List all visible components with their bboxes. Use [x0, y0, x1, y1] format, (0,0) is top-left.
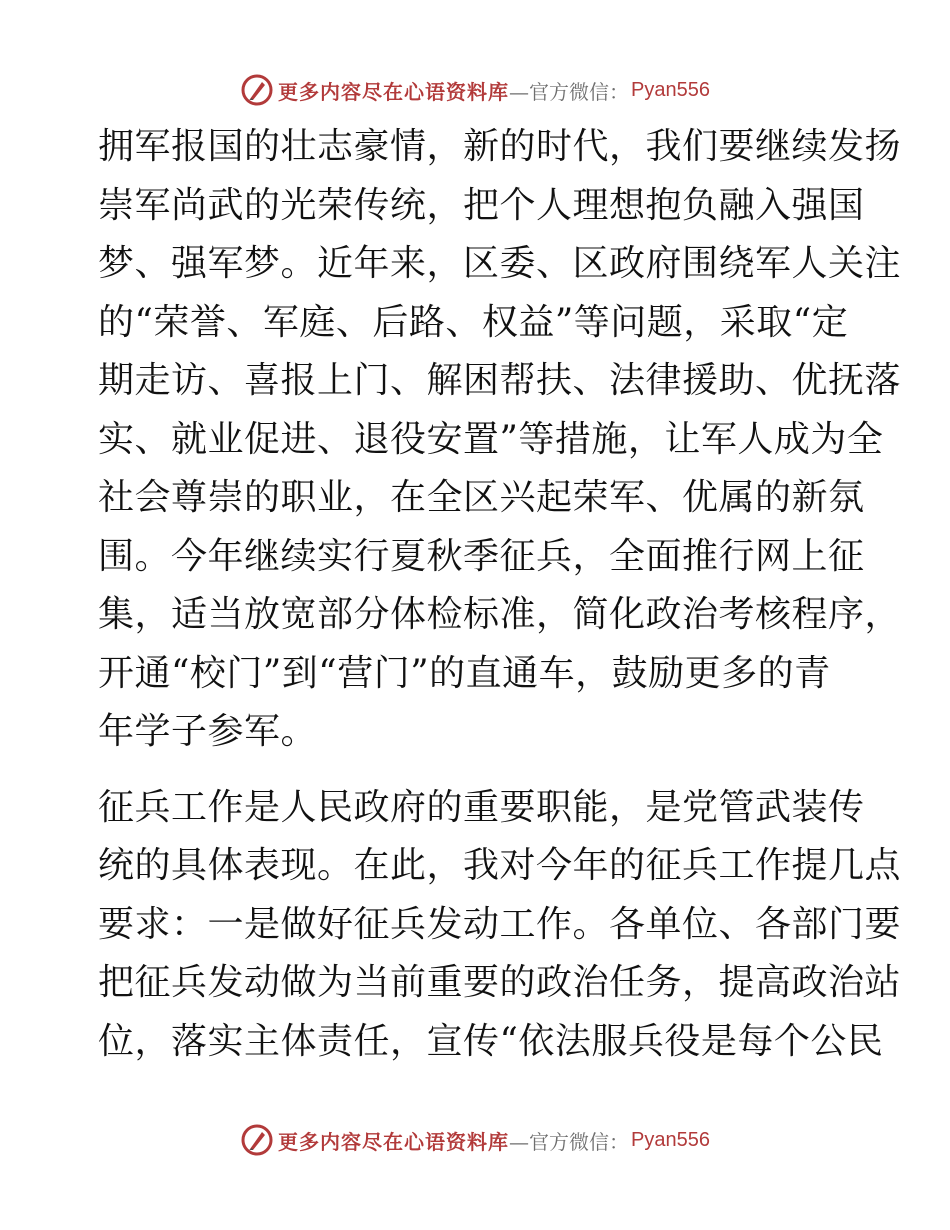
- text-line: 要求：一是做好征兵发动工作。各单位、各部门要: [98, 903, 902, 945]
- text-line: 社会尊崇的职业，在全区兴起荣军、优属的新氛: [98, 477, 865, 518]
- document-body: [98, 118, 902, 1071]
- text-line: 年学子参军。: [98, 711, 318, 752]
- text-line: 把征兵发动做为当前重要的政治任务，提高政治站: [98, 962, 902, 1003]
- paragraph-gap: [98, 762, 858, 779]
- text-line: 征兵工作是人民政府的重要职能，是党管武装传: [98, 786, 865, 828]
- footer-site-text: 更多内容尽在心语资料库: [278, 1129, 510, 1154]
- header-wechat-id: Pyan556: [631, 78, 710, 101]
- paragraph-1: [98, 118, 902, 762]
- paragraph-2: [98, 779, 902, 1072]
- text-line: 统的具体表现。在此，我对今年的征兵工作提几点: [98, 845, 902, 886]
- text-line: 实、就业促进、退役安置”等措施，让军人成为全: [98, 418, 884, 460]
- text-line: 梦、强军梦。近年来，区委、区政府围绕军人关注: [98, 243, 902, 284]
- text-line: 的“荣誉、军庭、后路、权益”等问题，采取“定: [98, 301, 849, 343]
- footer-official-text: —官方微信：: [509, 1129, 630, 1154]
- header-site-text: 更多内容尽在心语资料库: [278, 79, 510, 104]
- footer-banner: [0, 1120, 950, 1160]
- header-banner: [0, 70, 950, 110]
- text-line: 期走访、喜报上门、解困帮扶、法律援助、优抚落: [98, 360, 902, 401]
- text-line: 崇军尚武的光荣传统，把个人理想抱负融入强国: [98, 184, 865, 226]
- quill-logo-icon: [240, 73, 274, 107]
- text-line: 围。今年继续实行夏秋季征兵，全面推行网上征: [98, 535, 865, 577]
- text-line: 位，落实主体责任，宣传“依法服兵役是每个公民: [98, 1020, 884, 1062]
- text-line: 拥军报国的壮志豪情，新的时代，我们要继续发扬: [98, 126, 902, 167]
- footer-wechat-id: Pyan556: [631, 1128, 710, 1151]
- quill-logo-icon: [240, 1123, 274, 1157]
- text-line: 开通“校门”到“营门”的直通车，鼓励更多的青: [98, 652, 831, 694]
- header-official-text: —官方微信：: [509, 79, 630, 104]
- text-line: 集，适当放宽部分体检标准，简化政治考核程序，: [98, 594, 902, 635]
